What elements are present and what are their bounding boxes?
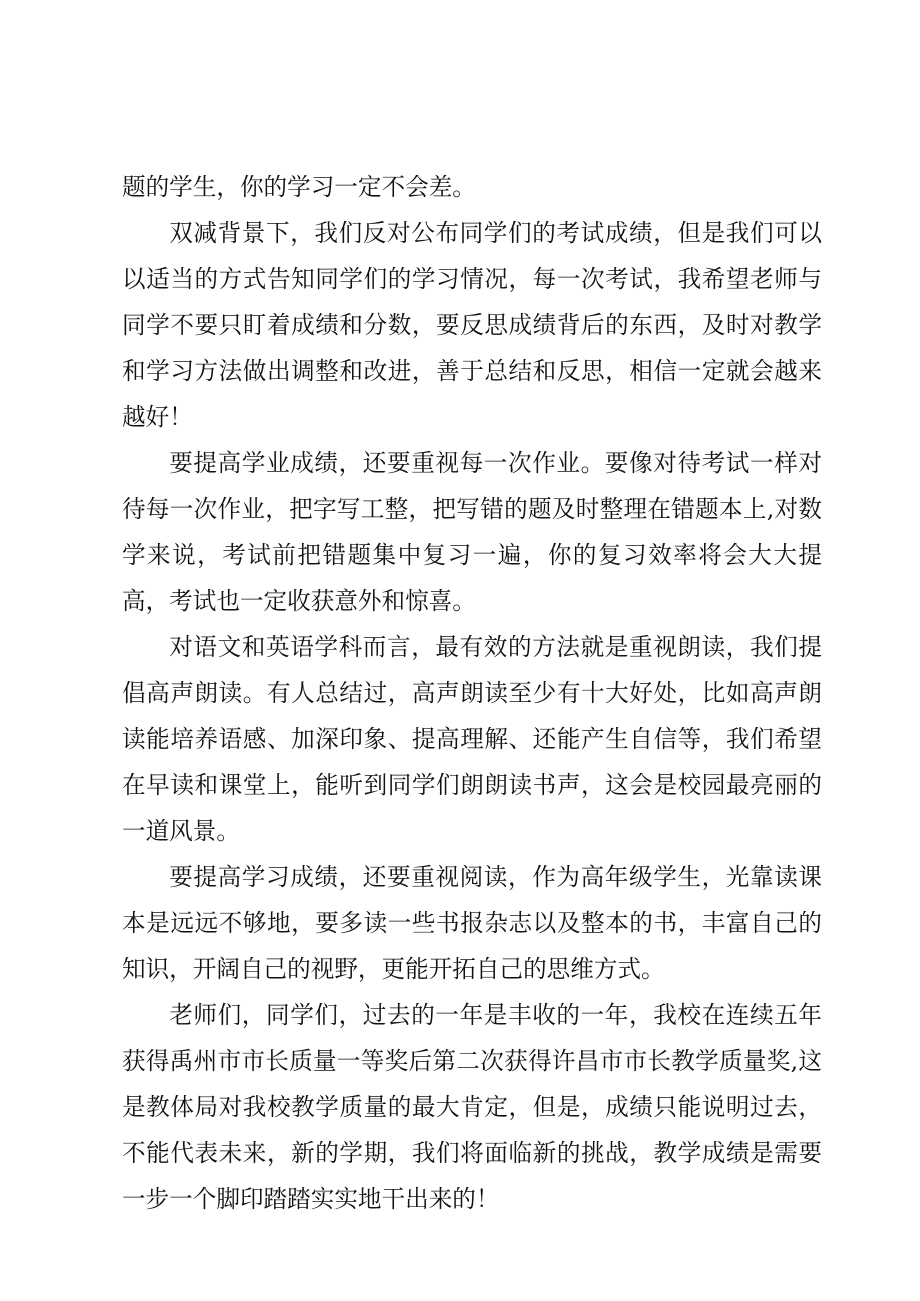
paragraph-reading: 要提高学习成绩，还要重视阅读，作为高年级学生，光靠读课本是远远不够地，要多读一些书报杂志以及整本的书，丰富自己的知识，开阔自己的视野，更能开拓自己的思维方式。 [122, 863, 822, 983]
paragraph-continuation: 题的学生，你的学习一定不会差。 [122, 173, 476, 201]
paragraph-homework: 要提高学业成绩，还要重视每一次作业。要像对待考试一样对待每一次作业，把字写工整，把写错的题及时整理在错题本上,对数学来说，考试前把错题集中复习一遍，你的复习效率将会大大提高，考试也一定收获意外和惊喜。 [122, 449, 822, 615]
paragraph-reading-aloud: 对语文和英语学科而言，最有效的方法就是重视朗读，我们提倡高声朗读。有人总结过，高声朗读至少有十大好处，比如高声朗读能培养语感、加深印象、提高理解、还能产生自信等，我们希望在早读和课堂上，能听到同学们朗朗读书声，这会是校园最亮丽的一道风景。 [122, 633, 822, 845]
paragraph-conclusion: 老师们，同学们，过去的一年是丰收的一年，我校在连续五年获得禹州市市长质量一等奖后第二次获得许昌市市长教学质量奖,这是教体局对我校教学质量的最大肯定，但是，成绩只能说明过去，不能代表未来，新的学期，我们将面临新的挑战，教学成绩是需要一步一个脚印踏踏实实地干出来的！ [122, 1001, 822, 1213]
paragraph-double-reduction: 双减背景下，我们反对公布同学们的考试成绩，但是我们可以以适当的方式告知同学们的学习情况，每一次考试，我希望老师与同学不要只盯着成绩和分数，要反思成绩背后的东西，及时对教学和学习方法做出调整和改进，善于总结和反思，相信一定就会越来越好！ [122, 219, 822, 431]
document-body [122, 164, 822, 1222]
